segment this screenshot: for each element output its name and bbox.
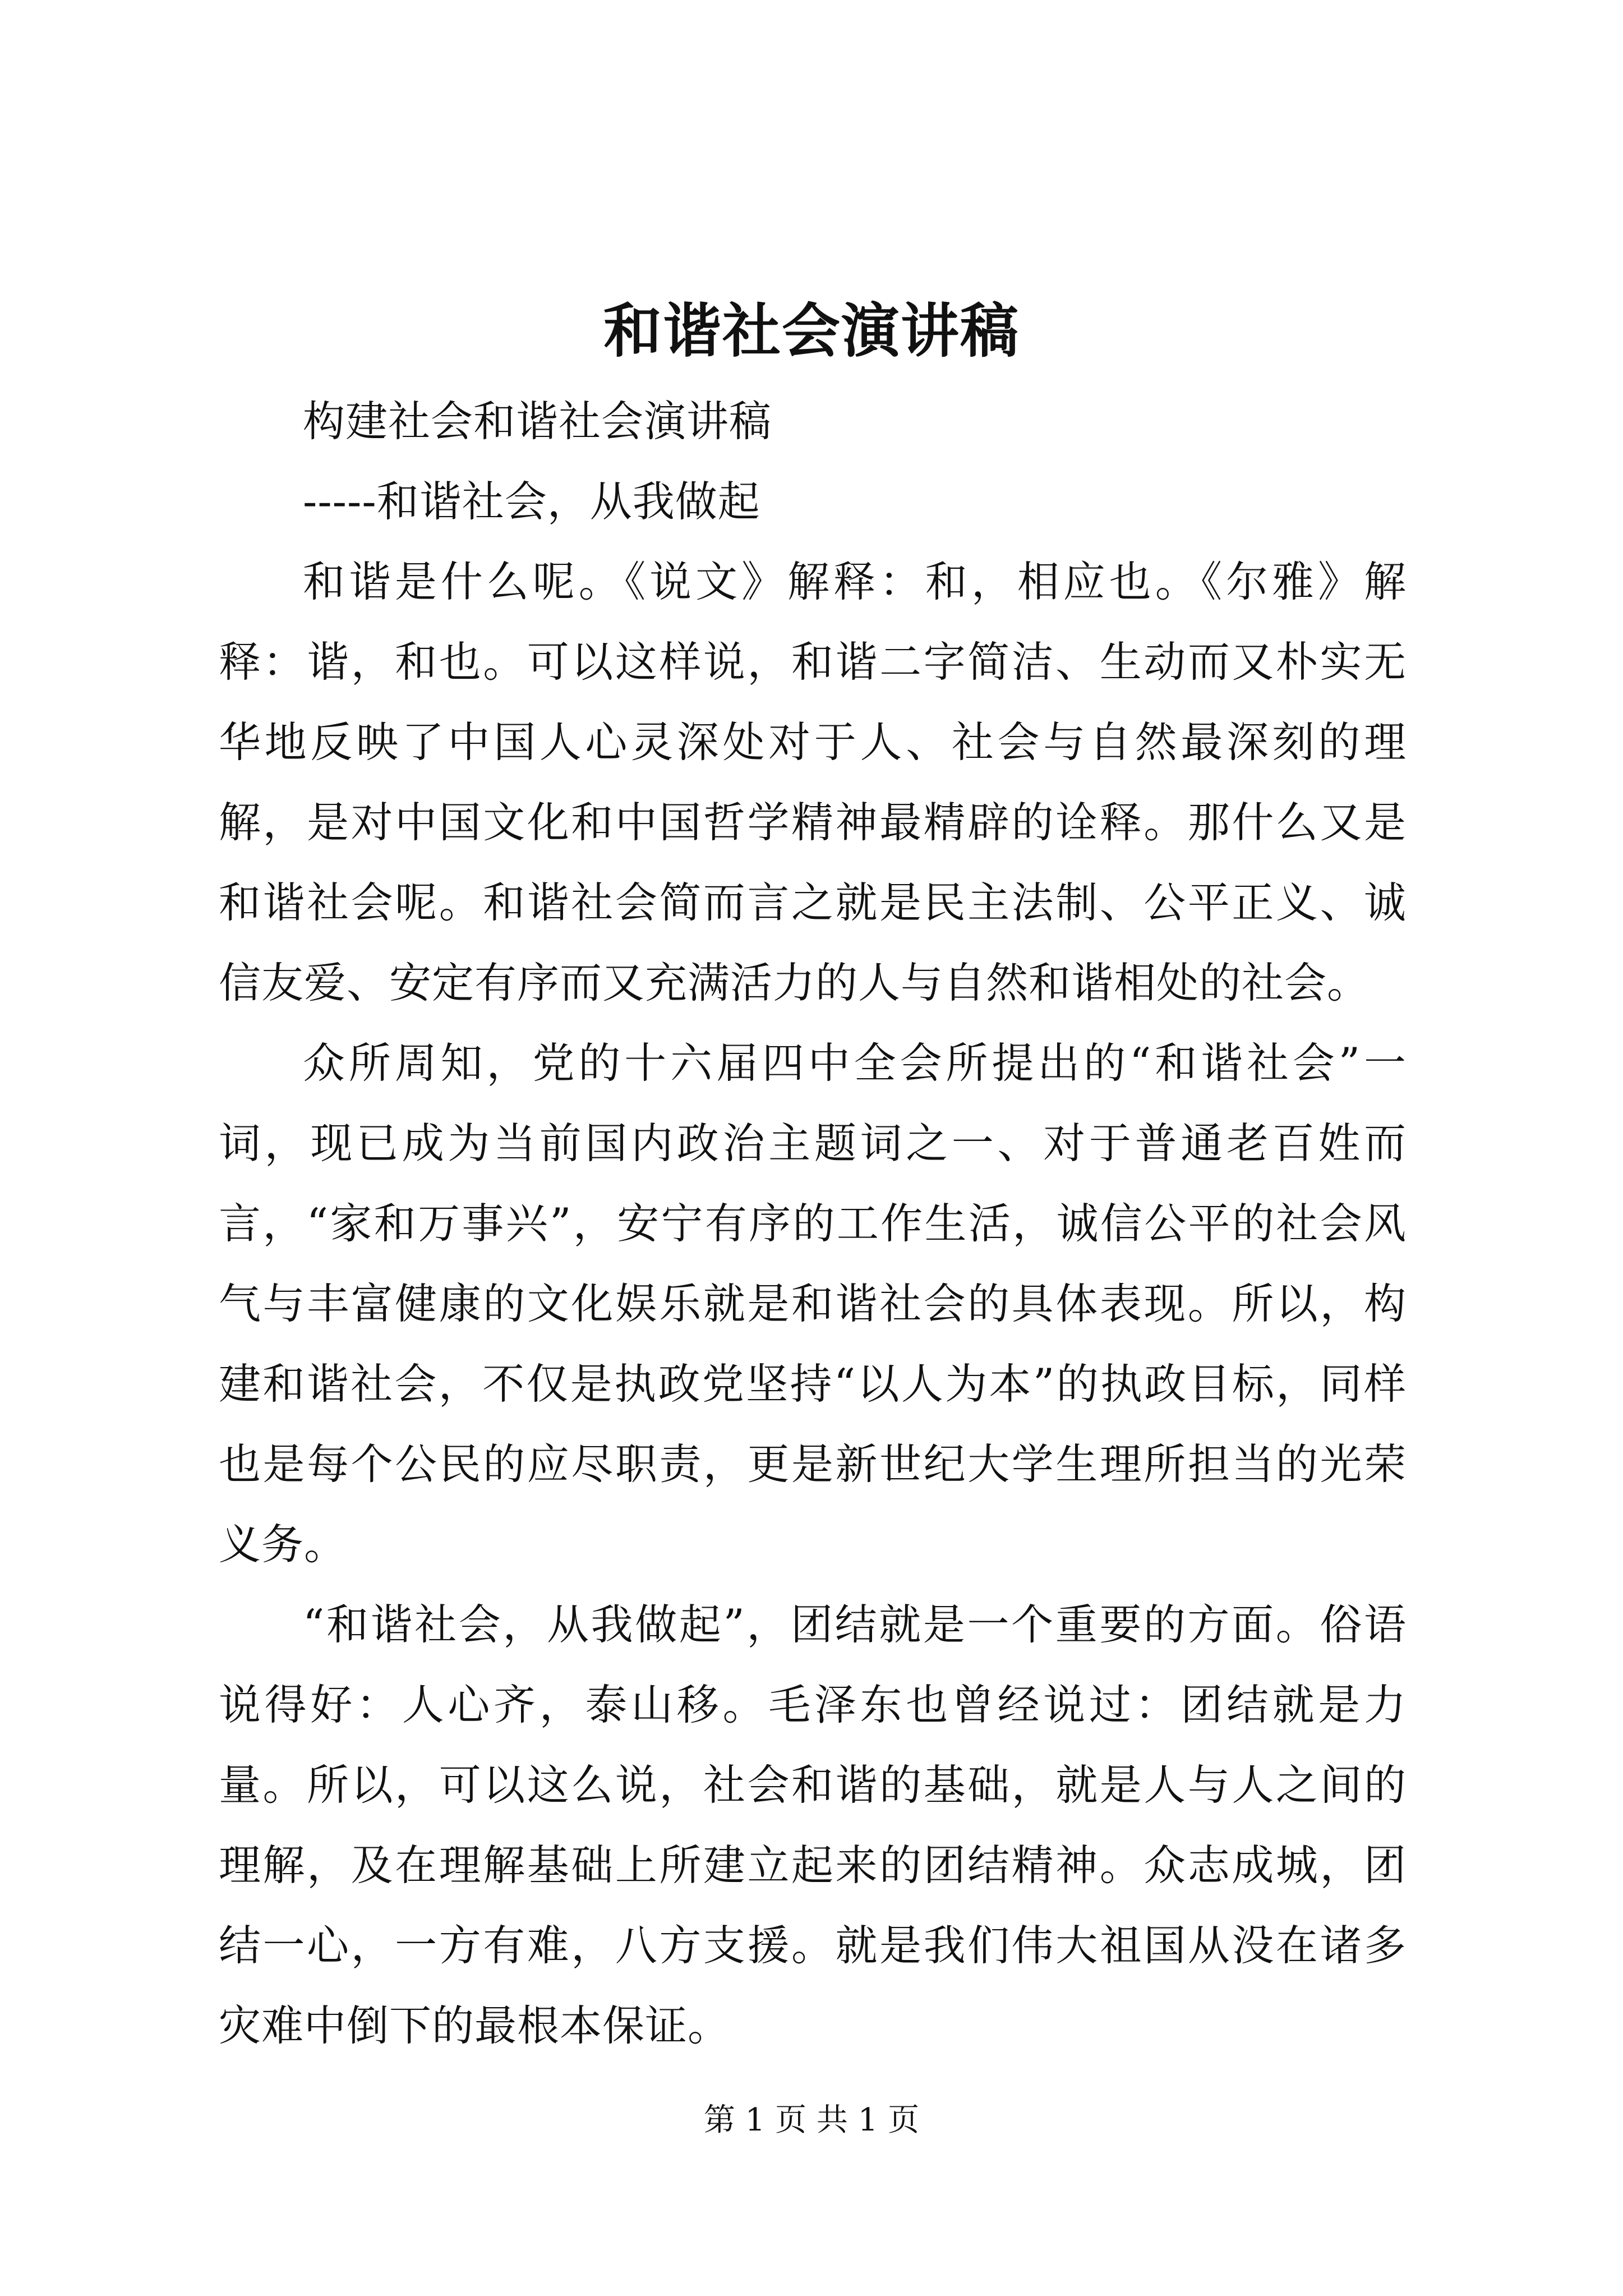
document-title: 和谐社会演讲稿	[603, 296, 1020, 365]
body-paragraph-1: 构建社会和谐社会演讲稿	[303, 397, 772, 446]
document-body	[219, 381, 1407, 2066]
page-footer: 第 1 页 共 1 页	[703, 2102, 920, 2138]
body-paragraph-5: “和谐社会，从我做起”，团结就是一个重要的方面。俗语说得好：人心齐，泰山移。毛泽东也曾经说过：团结就是力量。所以，可以这么说，社会和谐的基础，就是人与人之间的理解，及在理解基础上所建立起来的团结精神。众志成城，团结一心，一方有难，八方支援。就是我们伟大祖国从没在诸多灾难中倒下的最根本保证。	[219, 1600, 1407, 2050]
body-paragraph-3: 和谐是什么呢。《说文》解释：和，相应也。《尔雅》解释：谐，和也。可以这样说，和谐二字简洁、生动而又朴实无华地反映了中国人心灵深处对于人、社会与自然最深刻的理解，是对中国文化和中国哲学精神最精辟的诠释。那什么又是和谐社会呢。和谐社会简而言之就是民主法制、公平正义、诚信友爱、安定有序而又充满活力的人与自然和谐相处的社会。	[219, 557, 1407, 1007]
body-paragraph-4: 众所周知，党的十六届四中全会所提出的“和谐社会”一词，现已成为当前国内政治主题词之一、对于普通老百姓而言，“家和万事兴”，安宁有序的工作生活，诚信公平的社会风气与丰富健康的文化娱乐就是和谐社会的具体表现。所以，构建和谐社会，不仅是执政党坚持“以人为本”的执政目标，同样也是每个公民的应尽职责，更是新世纪大学生理所担当的光荣义务。	[219, 1038, 1407, 1569]
body-paragraph-2: -----和谐社会，从我做起	[303, 477, 760, 526]
